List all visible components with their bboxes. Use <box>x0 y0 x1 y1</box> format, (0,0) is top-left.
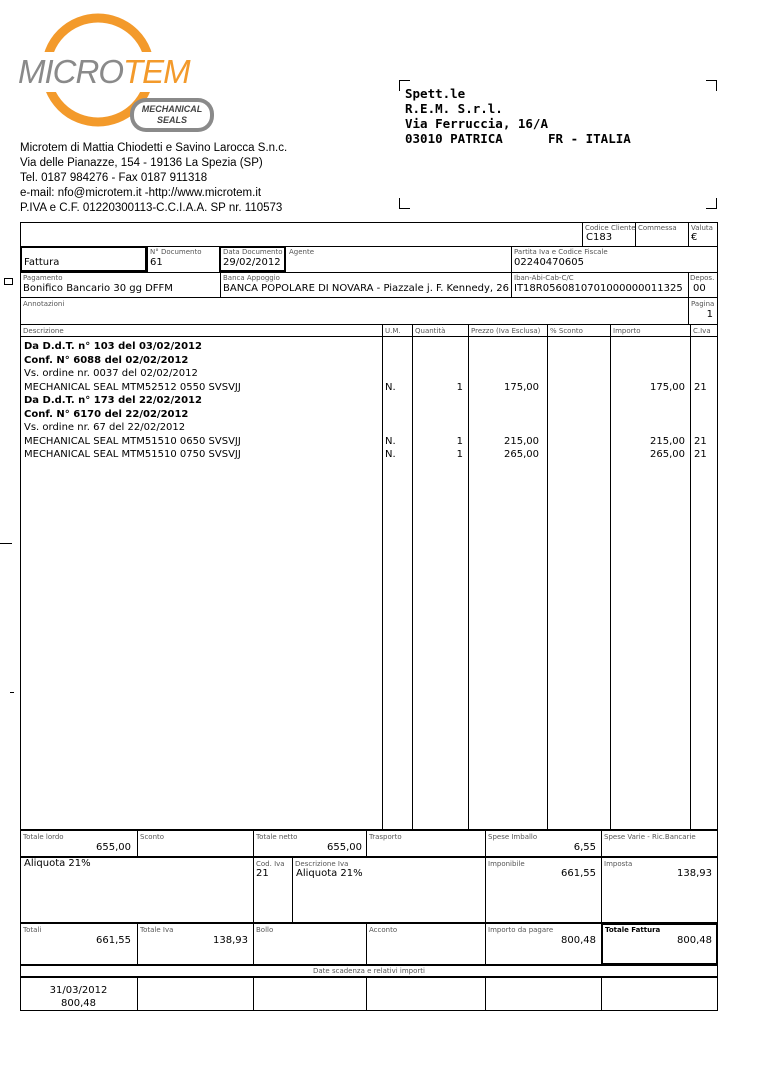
spese-imballo-label: Spese Imballo <box>488 833 538 841</box>
iban-value: IT18R0560810701000000011325 <box>514 283 683 294</box>
piva-label: Partita Iva e Codice Fiscale <box>514 248 608 256</box>
annotazioni-label: Annotazioni <box>23 300 65 308</box>
spese-varie-label: Spese Varie - Ric.Bancarie <box>604 833 696 841</box>
row-iva: 21 <box>694 435 707 447</box>
company-address: Via delle Pianazze, 154 - 19136 La Spezia (SP) <box>20 157 263 169</box>
row-iva: 21 <box>694 449 707 460</box>
row-price: 265,00 <box>504 449 539 460</box>
recipient-city: 03010 PATRICA FR - ITALIA <box>405 131 631 146</box>
desc-iva-label: Descrizione Iva <box>295 860 349 868</box>
spese-imballo-value: 6,55 <box>573 842 596 853</box>
imponibile-label: Imponibile <box>488 860 525 868</box>
acconto-label: Acconto <box>369 926 398 934</box>
recipient-name: R.E.M. S.r.l. <box>405 101 503 116</box>
totale-fattura-value: 800,48 <box>677 935 712 946</box>
totali-label: Totali <box>23 926 42 934</box>
fold-mark <box>0 543 12 544</box>
codice-cliente-value: C183 <box>586 232 613 243</box>
row-description: MECHANICAL SEAL MTM51510 0650 SVSVJJ <box>24 435 241 447</box>
recipient-street: Via Ferruccia, 16/A <box>405 116 548 131</box>
row-iva: 21 <box>694 381 707 393</box>
company-vat: P.IVA e C.F. 01220300113-C.C.I.A.A. SP nr. 110573 <box>20 202 283 214</box>
commessa-label: Commessa <box>638 224 677 232</box>
col-descrizione: Descrizione <box>23 327 64 335</box>
totale-netto-value: 655,00 <box>327 842 362 853</box>
col-importo: Importo <box>613 327 641 335</box>
row-amount: 265,00 <box>650 449 685 460</box>
company-name: Microtem di Mattia Chiodetti e Savino Larocca S.n.c. <box>20 142 288 154</box>
piva-value: 02240470605 <box>514 257 584 268</box>
logo-badge-line2: SEALS <box>156 115 187 125</box>
importo-pagare-label: Importo da pagare <box>488 926 554 934</box>
row-quantity: 1 <box>456 381 463 393</box>
valuta-value: € <box>691 232 698 243</box>
row-um: N. <box>385 435 396 447</box>
totale-lordo-label: Totale lordo <box>23 833 64 841</box>
pagamento-label: Pagamento <box>23 274 63 282</box>
banca-value: BANCA POPOLARE DI NOVARA - Piazzale j. F. Kennedy, 26 <box>223 283 509 294</box>
recipient-salutation: Spett.le <box>405 86 466 101</box>
row-description: Vs. ordine nr. 67 del 22/02/2012 <box>24 422 186 433</box>
col-sconto: % Sconto <box>550 327 583 335</box>
valuta-label: Valuta <box>691 224 713 232</box>
row-description: Conf. N° 6088 del 02/02/2012 <box>24 354 189 366</box>
company-phone: Tel. 0187 984276 - Fax 0187 911318 <box>20 172 208 184</box>
trasporto-label: Trasporto <box>369 833 402 841</box>
row-amount: 175,00 <box>650 381 685 393</box>
row-quantity: 1 <box>456 449 463 460</box>
scadenze-label: Date scadenza e relativi importi <box>313 967 425 975</box>
row-description: MECHANICAL SEAL MTM52512 0550 SVSVJJ <box>24 381 241 393</box>
agente-label: Agente <box>289 248 315 256</box>
fold-mark-envelope <box>4 278 13 285</box>
company-logo <box>18 8 228 138</box>
logo-badge-line1: MECHANICAL <box>141 104 203 114</box>
totale-fattura-label: Totale Fattura <box>605 926 661 934</box>
logo-brand-text: MICROTEM <box>18 53 190 90</box>
importo-pagare-value: 800,48 <box>561 935 596 946</box>
imposta-value: 138,93 <box>677 868 712 879</box>
banca-label: Banca Appoggio <box>223 274 280 282</box>
row-description: Vs. ordine nr. 0037 del 02/02/2012 <box>24 368 198 379</box>
col-quantita: Quantità <box>415 327 446 335</box>
num-doc-value: 61 <box>150 257 163 268</box>
data-doc-value: 29/02/2012 <box>223 257 281 268</box>
punch-mark <box>10 692 14 693</box>
cod-iva-value: 21 <box>256 868 269 879</box>
col-um: U.M. <box>385 327 401 335</box>
totale-netto-label: Totale netto <box>256 833 298 841</box>
col-prezzo: Prezzo (Iva Esclusa) <box>471 327 541 335</box>
row-amount: 215,00 <box>650 435 685 447</box>
row-um: N. <box>385 381 396 393</box>
totale-iva-label: Totale Iva <box>140 926 174 934</box>
deposito-value: 00 <box>693 283 706 294</box>
col-iva: C.Iva <box>693 327 711 335</box>
imponibile-value: 661,55 <box>561 868 596 879</box>
row-description: MECHANICAL SEAL MTM51510 0750 SVSVJJ <box>24 449 241 460</box>
imposta-label: Imposta <box>604 860 633 868</box>
totale-lordo-value: 655,00 <box>96 842 131 853</box>
pagina-value: 1 <box>706 309 713 320</box>
row-quantity: 1 <box>456 435 463 447</box>
aliquota-summary: Aliquota 21% <box>24 858 91 869</box>
row-price: 215,00 <box>504 435 539 447</box>
scadenza-date: 31/03/2012 <box>49 985 108 996</box>
num-doc-label: N° Documento <box>150 248 202 256</box>
iban-label: Iban-Abi-Cab-C/C <box>514 274 574 282</box>
totale-iva-value: 138,93 <box>213 935 248 946</box>
cod-iva-label: Cod. Iva <box>256 860 285 868</box>
row-description: Conf. N° 6170 del 22/02/2012 <box>24 408 189 420</box>
pagamento-value: Bonifico Bancario 30 gg DFFM <box>23 283 173 294</box>
sconto-label: Sconto <box>140 833 165 841</box>
company-email: e-mail: nfo@microtem.it -http://www.microtem.it <box>20 187 262 199</box>
row-description: Da D.d.T. n° 103 del 03/02/2012 <box>24 341 202 352</box>
totali-value: 661,55 <box>96 935 131 946</box>
row-description: Da D.d.T. n° 173 del 22/02/2012 <box>24 395 202 406</box>
doc-type: Fattura <box>24 257 60 268</box>
data-doc-label: Data Documento <box>223 248 283 256</box>
desc-iva-value: Aliquota 21% <box>296 868 363 879</box>
row-price: 175,00 <box>504 381 539 393</box>
row-um: N. <box>385 449 396 460</box>
bollo-label: Bollo <box>256 926 274 934</box>
deposito-label: Depos. <box>690 274 715 282</box>
pagina-label: Pagina <box>691 300 715 308</box>
codice-cliente-label: Codice Cliente <box>585 224 636 232</box>
scadenza-amount: 800,48 <box>61 998 96 1009</box>
